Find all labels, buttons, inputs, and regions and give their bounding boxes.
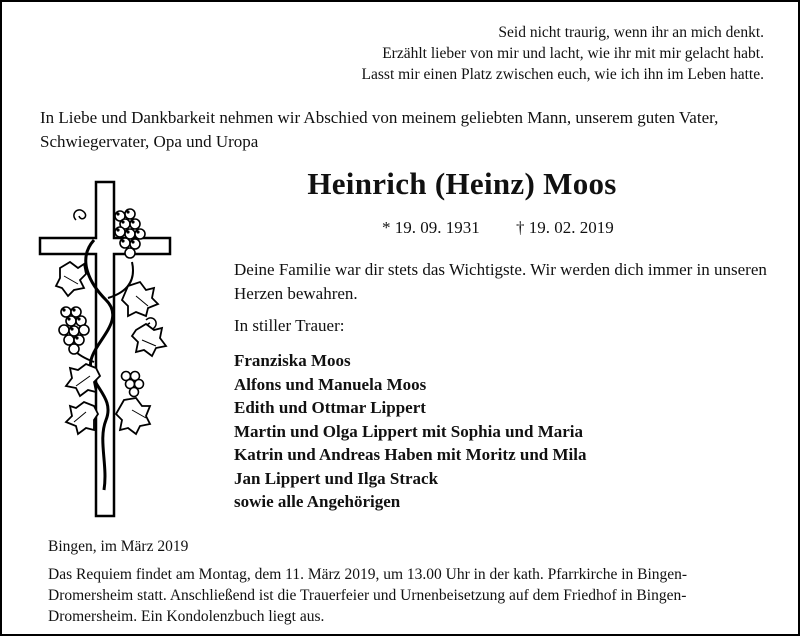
mourner-line: Edith und Ottmar Lippert bbox=[234, 398, 426, 417]
life-dates bbox=[382, 218, 614, 238]
poem-line: Erzählt lieber von mir und lacht, wie ihr mit mir gelacht habt. bbox=[382, 45, 764, 62]
mourning-label: In stiller Trauer: bbox=[234, 316, 345, 335]
mourners-list bbox=[234, 349, 586, 514]
death-date: † 19. 02. 2019 bbox=[516, 218, 614, 237]
message-text: Deine Familie war dir stets das Wichtigste. Wir werden dich immer in unseren Herzen bewahren. bbox=[234, 260, 767, 303]
requiem-info: Das Requiem findet am Montag, dem 11. März 2019, um 13.00 Uhr in der kath. Pfarrkirche in Bingen-Dromersheim statt. Anschließend ist die Trauerfeier und Urnenbeisetzung auf dem Friedhof in Bingen-Dromersheim. Ein Kondolenzbuch liegt aus. bbox=[48, 566, 688, 625]
deceased-name: Heinrich (Heinz) Moos bbox=[307, 166, 617, 201]
mourner-line: Jan Lippert und Ilga Strack bbox=[234, 468, 439, 488]
mourner-line: Katrin und Andreas Haben mit Moritz und Mila bbox=[234, 445, 587, 464]
mourner-line: sowie alle Angehörigen bbox=[234, 492, 401, 511]
intro-text: In Liebe und Dankbarkeit nehmen wir Abschied von meinem geliebten Mann, unserem guten Vater, Schwiegervater, Opa und Uropa bbox=[40, 108, 719, 151]
mourner-line: Alfons und Manuela Moos bbox=[234, 374, 427, 394]
place-date: Bingen, im März 2019 bbox=[48, 538, 189, 555]
mourner-line: Martin und Olga Lippert mit Sophia und Maria bbox=[234, 421, 584, 441]
poem-line: Seid nicht traurig, wenn ihr an mich denkt. bbox=[498, 24, 764, 41]
mourner-line: Franziska Moos bbox=[234, 351, 351, 370]
cross-with-grapevine-icon bbox=[36, 180, 186, 520]
poem-line: Lasst mir einen Platz zwischen euch, wie ich ihn im Leben hatte. bbox=[361, 66, 764, 83]
poem bbox=[362, 22, 764, 85]
birth-date: * 19. 09. 1931 bbox=[382, 218, 480, 237]
